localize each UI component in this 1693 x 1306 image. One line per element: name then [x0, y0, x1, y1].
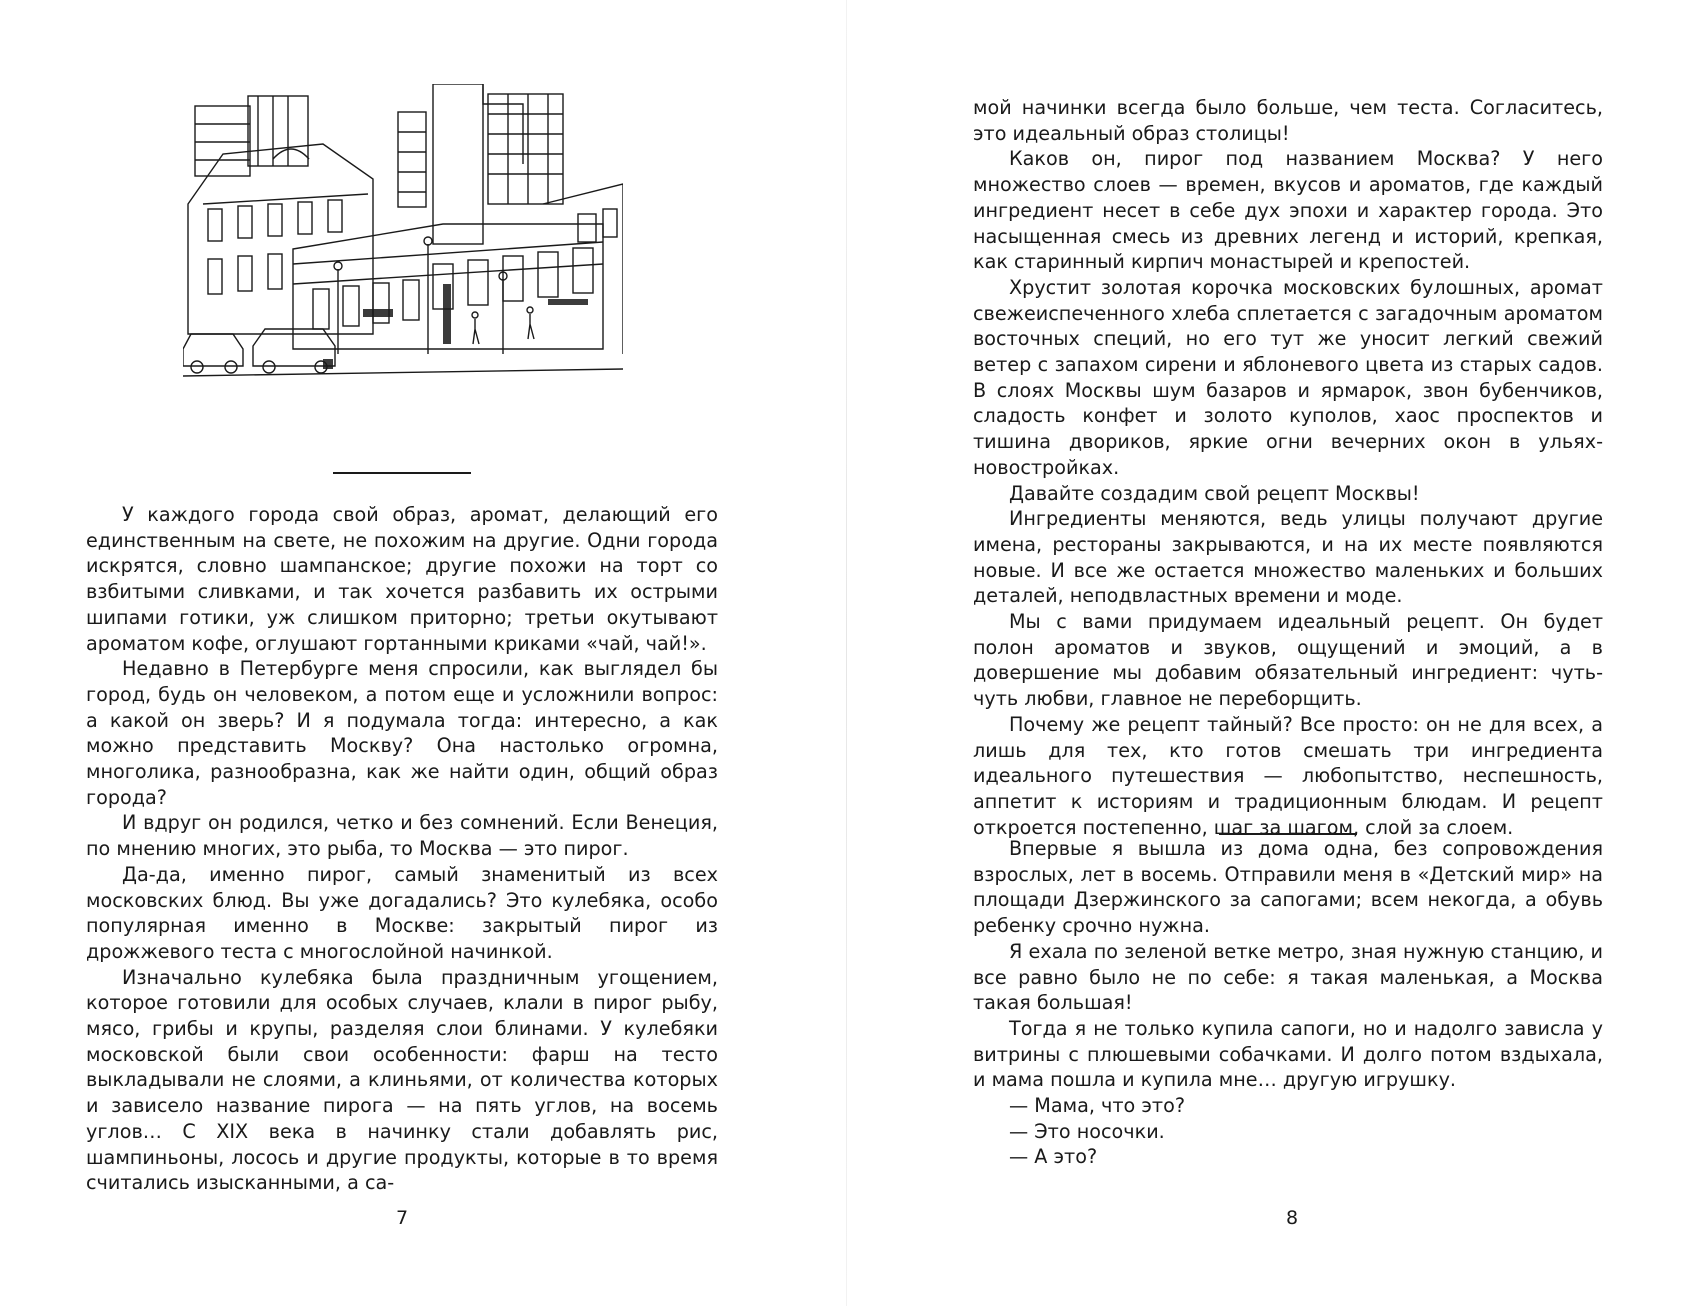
section-divider	[1219, 833, 1357, 835]
dialogue-line: — А это?	[1009, 1145, 1098, 1169]
dialogue-line: — Мама, что это?	[1009, 1094, 1186, 1118]
paragraph: Мы с вами придумаем идеальный рецепт. Он будет полон ароматов и звуков, ощущений и эмоций, а в довершение мы добавим обязательный ингредиент: чуть-чуть любви, главное не переборщить.	[973, 610, 1603, 711]
paragraph-continuation: мой начинки всегда было больше, чем теста. Согласитесь, это идеальный образ столицы!	[973, 96, 1603, 145]
paragraph: Тогда я не только купила сапоги, но и надолго зависла у витрины с плюшевыми собачками. И долго потом вздыхала, и мама пошла и купила мне… другую игрушку.	[973, 1016, 1603, 1092]
right-page	[847, 0, 1693, 1306]
page-number: 7	[396, 1207, 409, 1229]
paragraph: Каков он, пирог под названием Москва? У него множество слоев — времен, вкусов и ароматов, где каждый ингредиент несет в себе дух эпохи и характер города. Это насыщенная смесь из древних легенд и историй, крепкая, как старинный кирпич монастырей и крепостей.	[973, 147, 1603, 274]
moscow-street-sketch-icon	[183, 84, 623, 400]
paragraph: У каждого города свой образ, аромат, делающий его единственным на свете, не похожим на другие. Одни города искрятся, словно шампанское; другие похожи на торт со взбитыми сливками, и так хочется разбавить их острыми шипами готики, уж слишком приторно; третьи окутывают ароматом кофе, оглушают гортанными криками «чай, чай!».	[86, 503, 718, 655]
paragraph: Ингредиенты меняются, ведь улицы получают другие имена, рестораны закрываются, и на их месте появляются новые. И все же остается множество маленьких и больших деталей, неподвластных времени и моде.	[973, 507, 1603, 608]
paragraph: Недавно в Петербурге меня спросили, как выглядел бы город, будь он человеком, а потом еще и усложнили вопрос: а какой он зверь? И я подумала тогда: интересно, а как можно представить Москву? Она настолько огромна, многолика, разнообразна, как же найти один, общий образ города?	[86, 657, 718, 809]
paragraph: Давайте создадим свой рецепт Москвы!	[1009, 481, 1420, 505]
page-number: 8	[1286, 1207, 1299, 1229]
paragraph: И вдруг он родился, четко и без сомнений. Если Венеция, по мнению многих, это рыба, то Москва — это пирог.	[86, 811, 718, 861]
paragraph: Впервые я вышла из дома одна, без сопровождения взрослых, лет в восемь. Отправили меня в «Детский мир» на площади Дзержинского за сапогами; всем некогда, а обувь ребенку срочно нужна.	[973, 837, 1603, 938]
right-page-text-section	[973, 836, 1603, 1170]
left-page-text	[86, 502, 718, 1196]
section-divider	[333, 472, 471, 474]
right-page-text	[973, 95, 1603, 840]
paragraph: Изначально кулебяка была праздничным угощением, которое готовили для особых случаев, клали в пирог рыбу, мясо, грибы и крупы, разделяя слои блинами. У кулебяки московской были свои особенности: фарш на тесто выкладывали не слоями, а клиньями, от количества которых и зависело название пирога — на пять углов, на восемь углов… С XIX века в начинку стали добавлять рис, шампиньоны, лосось и другие продукты, которые в то время считались изысканными, а са-	[86, 965, 718, 1195]
paragraph: Да-да, именно пирог, самый знаменитый из всех московских блюд. Вы уже догадались? Это кулебяка, особо популярная именно в Москве: закрытый пирог из дрожжевого теста с многослойной начинкой.	[86, 862, 718, 963]
left-page	[0, 0, 846, 1306]
paragraph: Я ехала по зеленой ветке метро, зная нужную станцию, и все равно было не по себе: я такая маленькая, а Москва такая большая!	[973, 939, 1603, 1015]
paragraph: Хрустит золотая корочка московских булошных, аромат свежеиспеченного хлеба сплетается с загадочным ароматом восточных специй, но его тут же уносит легкий свежий ветер с запахом сирени и яблоневого цвета из старых садов. В слоях Москвы шум базаров и ярмарок, звон бубенчиков, сладость конфет и золото куполов, хаос проспектов и тишина двориков, яркие огни вечерних окон в ульях-новостройках.	[973, 275, 1603, 479]
dialogue-line: — Это носочки.	[1009, 1119, 1165, 1143]
paragraph: Почему же рецепт тайный? Все просто: он не для всех, а лишь для тех, кто готов смешать три ингредиента идеального путешествия — любопытство, неспешность, аппетит к историям и традиционным блюдам. И рецепт откроется постепенно, шаг за шагом, слой за слоем.	[973, 712, 1603, 839]
